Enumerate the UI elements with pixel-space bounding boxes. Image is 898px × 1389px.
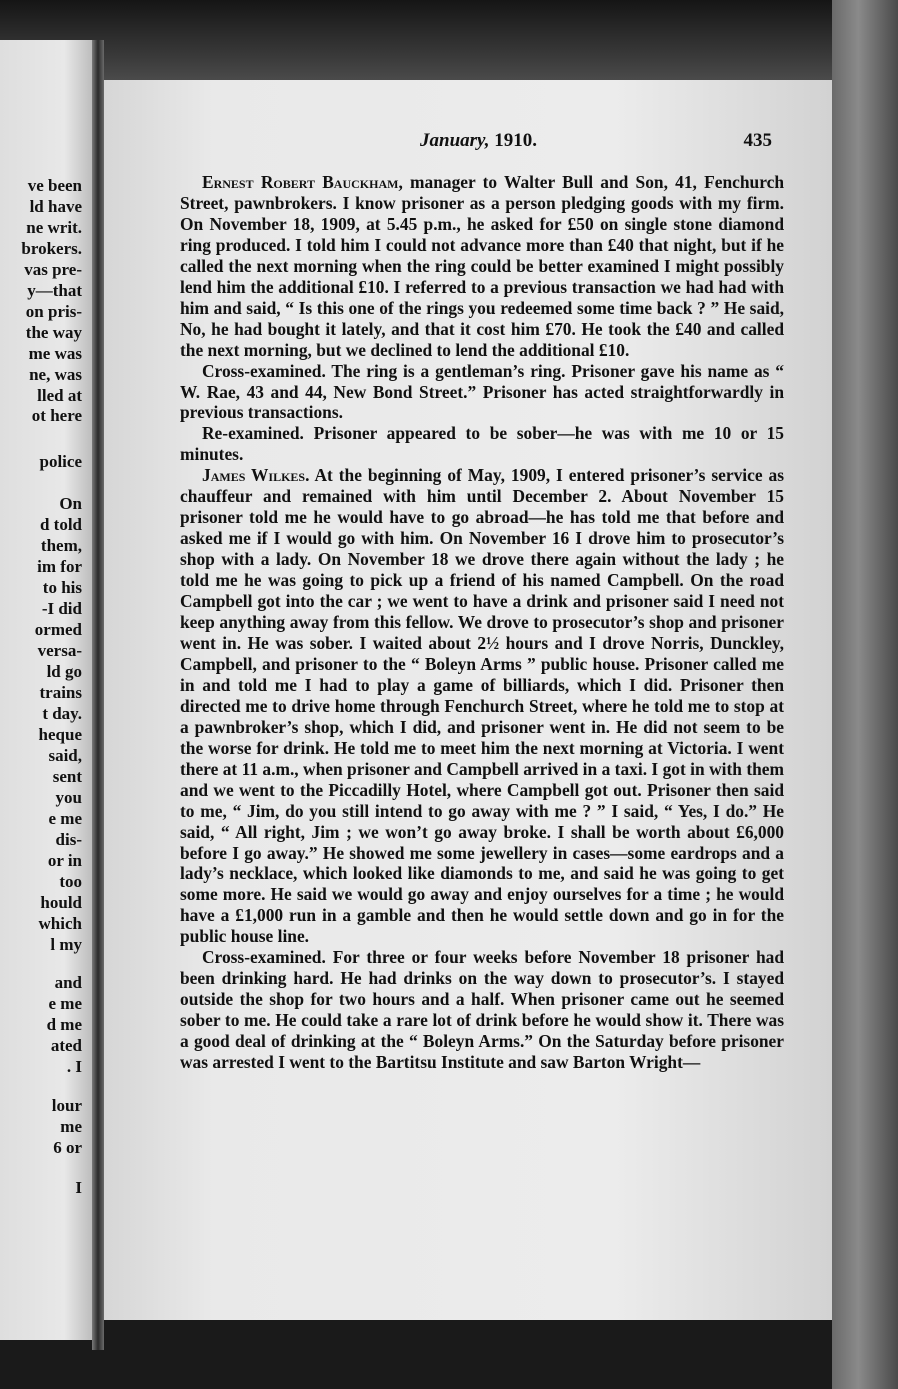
facing-page-line: you — [55, 788, 82, 807]
facing-page-line: heque — [38, 725, 82, 744]
scan-background-right — [832, 0, 898, 1389]
facing-page-line: ve been — [27, 176, 82, 195]
facing-page-line: 6 or — [53, 1138, 82, 1157]
facing-page-line: -I did — [41, 599, 82, 618]
witness-name: Ernest Robert Bauckham, — [202, 172, 403, 192]
facing-page-line: ne, was — [29, 365, 82, 384]
paragraph-text: Cross-examined. The ring is a gentleman’s ring. Prisoner gave his name as “ W. Rae, 43 and 44, New Bond Street.” Prisoner has acted straightforwardly in previous transactions. — [180, 360, 784, 423]
facing-page-line: e me — [48, 809, 82, 828]
facing-page-line: t day. — [42, 704, 82, 723]
facing-page-line: im for — [37, 557, 82, 576]
paragraph — [180, 947, 784, 1073]
facing-page-line: or in — [47, 851, 82, 870]
facing-page-line: me — [60, 1117, 82, 1136]
page-body — [180, 172, 784, 1073]
facing-page-line: me was — [28, 344, 82, 363]
facing-page-line: dis- — [55, 830, 82, 849]
facing-page-line: d told — [39, 515, 82, 534]
facing-page-line: to his — [42, 578, 82, 597]
witness-name: James Wilkes. — [202, 465, 310, 486]
facing-page-line: trains — [39, 683, 82, 702]
facing-page-line: sent — [52, 767, 82, 786]
paragraph — [180, 423, 784, 465]
facing-page-line: brokers. — [21, 239, 82, 258]
paragraph-text: Cross-examined. For three or four weeks before November 18 prisoner had been drinking hard. He had drinks on the way down to prosecutor’s. I stayed outside the shop for two hours and a half. When prisoner came out he seemed sober to me. He could take a rare lot of drink before he would show it. There was a good deal of drinking at the “ Boleyn Arms.” On the Saturday before prisoner was arrested I went to the Bartitsu Institute and saw Barton Wright— — [180, 947, 784, 1073]
page-number: 435 — [743, 130, 772, 151]
facing-page-line: y—that — [27, 281, 82, 300]
facing-page-line: e me — [48, 994, 82, 1013]
facing-page-line: versa- — [37, 641, 82, 660]
facing-page-fragment — [0, 40, 92, 1340]
facing-page-line: on pris- — [25, 302, 82, 321]
facing-page-line: lled at — [37, 386, 82, 405]
facing-page-line: the way — [25, 323, 82, 342]
facing-page-line: too — [59, 872, 82, 891]
facing-page-line: ot here — [31, 406, 82, 425]
facing-page-line: vas pre- — [24, 260, 82, 279]
facing-page-line: police — [39, 452, 82, 471]
paragraph — [180, 465, 784, 947]
facing-page-line: ormed — [34, 620, 82, 639]
facing-page-line: which — [38, 914, 82, 933]
facing-page-line: On — [59, 494, 82, 513]
paragraph-text: At the beginning of May, 1909, I entered prisoner’s service as chauffeur and remained with him until December 2. About November 15 prisoner told me he would have to go abroad—he has told me that before and asked me if I would go with him. On November 16 I drove him to prosecutor’s shop with a lady. On November 18 we drove there again without the lady ; he told me he was going to pick up a friend of his named Campbell. On the road Campbell got into the car ; we went to have a drink and prisoner said I need not keep anything away from this fellow. We drove to prosecutor’s shop and prisoner went in. He was sober. I waited about 2½ hours and I drove Norris, Dunckley, Campbell, and prisoner to the “ Boleyn Arms ” public house. Prisoner called me in and told me I had to play a game of billiards, which I did. Prisoner then directed me to drive home through Fenchurch Street, where he told me to stop at a pawnbroker’s shop, which I did, and prisoner went in. He did not seem to be the worse for drink. He told me to meet him the next morning at Victoria. I went there at 11 a.m., when prisoner and Campbell arrived in a taxi. I got in with them and we went to the Piccadilly Hotel, where Campbell got out. Prisoner then said to me, “ Jim, do you still intend to go away with me ? ” I said, “ Yes, I do.” He said, “ All right, Jim ; we won’t go away broke. I shall be worth about £6,000 before I go away.” He showed me some jewellery in cases—some eardrops and a lady’s necklace, which looked like diamonds to me, and said he was going to get some more. He said we would go away and enjoy ourselves for a time ; he would have a £1,000 run in a gamble and then he would settle down and go in for the public house line. — [180, 465, 784, 947]
facing-page-line: lour — [51, 1096, 82, 1115]
header-year: 1910. — [494, 130, 538, 151]
facing-page-line: ld go — [46, 662, 82, 681]
facing-page-line: ne writ. — [26, 218, 82, 237]
facing-page-line: them, — [40, 536, 82, 555]
facing-page-line: I — [75, 1178, 82, 1197]
paragraph-text: Re-examined. Prisoner appeared to be sober—he was with me 10 or 15 minutes. — [180, 423, 784, 465]
paragraph — [180, 361, 784, 424]
facing-page-line: d me — [46, 1015, 82, 1034]
running-header — [180, 130, 772, 156]
facing-page-line: ld have — [29, 197, 82, 216]
facing-page-line: l my — [50, 935, 82, 954]
header-date — [420, 130, 537, 152]
facing-page-line: ated — [50, 1036, 82, 1055]
paragraph-text: manager to Walter Bull and Son, 41, Fenchurch Street, pawnbrokers. I know prisoner as a person pledging goods with my firm. On November 18, 1909, at 5.45 p.m., he asked for £50 on single stone diamond ring produced. I told him I could not advance more than £40 that night, but if he called the next morning when the ring could be better examined I might possibly lend him the additional £10. I referred to a previous transaction we had had with him and said, “ Is this one of the rings you redeemed some time back ? ” He said, No, he had bought it lately, and that it cost him £70. He took the £40 and called the next morning, but we declined to lend the additional £10. — [180, 172, 785, 360]
facing-page-line: said, — [48, 746, 82, 765]
header-month: January, — [420, 130, 490, 151]
facing-page-line: . I — [66, 1057, 82, 1076]
book-gutter — [92, 40, 104, 1350]
facing-page-line: and — [54, 973, 82, 992]
facing-page-line: hould — [40, 893, 82, 912]
paragraph — [180, 172, 784, 361]
